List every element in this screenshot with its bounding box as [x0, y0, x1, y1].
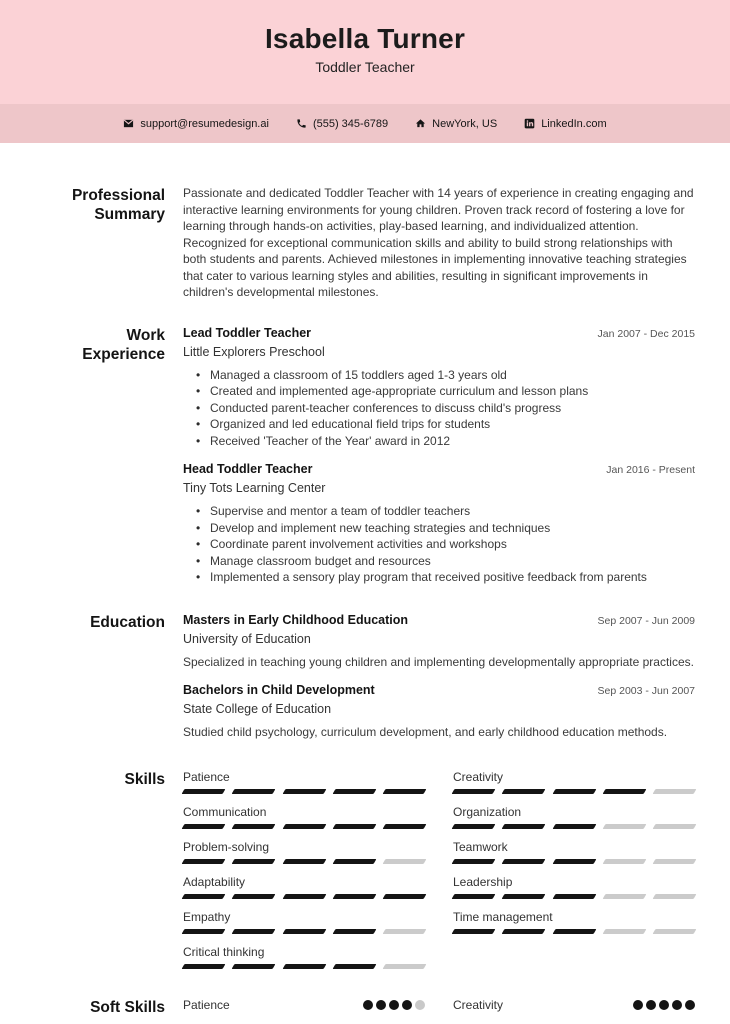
skill-name: Time management	[453, 909, 553, 924]
skill-name: Communication	[183, 804, 267, 819]
contact-linkedin-text: LinkedIn.com	[541, 117, 607, 130]
job-entry	[183, 325, 695, 450]
job-bullet: • Develop and implement new teaching strategies and techniques	[196, 520, 695, 537]
section-education	[57, 612, 695, 741]
skills-column-right	[453, 769, 695, 979]
skill-item	[453, 874, 695, 899]
candidate-name: Isabella Turner	[264, 23, 466, 54]
skill-level-bar	[183, 824, 425, 829]
skill-name: Empathy	[183, 909, 231, 924]
job-bullet-list	[196, 367, 695, 450]
job-bullet-list	[196, 503, 695, 586]
skill-name: Adaptability	[183, 874, 246, 889]
job-bullet: • Supervise and mentor a team of toddler teachers	[196, 503, 695, 520]
work-heading: Work Experience	[82, 326, 165, 363]
job-title: Head Toddler Teacher	[183, 462, 313, 476]
skill-name: Critical thinking	[183, 944, 265, 959]
skill-level-bar	[453, 789, 695, 794]
job-company: Tiny Tots Learning Center	[183, 481, 326, 495]
contact-email[interactable]	[123, 118, 269, 130]
section-work-experience	[57, 325, 695, 586]
skill-item	[183, 839, 425, 864]
soft-skills-column-left	[183, 997, 425, 1017]
soft-skill-dots	[363, 1000, 425, 1010]
job-bullet: • Created and implemented age-appropriate curriculum and lesson plans	[196, 383, 695, 400]
summary-heading: Professional Summary	[71, 187, 165, 223]
soft-skill-item	[183, 997, 425, 1014]
job-bullet: • Conducted parent-teacher conferences to discuss child's progress	[196, 400, 695, 417]
skill-level-bar	[183, 964, 425, 969]
contact-location-text: NewYork, US	[432, 117, 498, 130]
section-professional-summary	[57, 185, 695, 301]
skill-item	[183, 804, 425, 829]
soft-skills-heading: Soft Skills	[90, 998, 165, 1016]
education-heading: Education	[90, 613, 165, 631]
skill-item	[183, 769, 425, 794]
degree-school: State College of Education	[183, 702, 332, 716]
skill-name: Organization	[453, 804, 522, 819]
degree-entry	[183, 682, 695, 741]
job-bullet: • Received 'Teacher of the Year' award in 2012	[196, 433, 695, 450]
job-title: Lead Toddler Teacher	[183, 325, 312, 340]
section-soft-skills	[57, 997, 695, 1017]
degree-title: Masters in Early Childhood Education	[183, 612, 409, 627]
soft-skill-name: Creativity	[453, 998, 504, 1012]
contact-linkedin[interactable]	[524, 118, 606, 130]
resume-body	[0, 143, 730, 1017]
skill-level-bar	[183, 929, 425, 934]
degree-dates: Sep 2007 - Jun 2009	[597, 614, 695, 627]
skill-item	[183, 909, 425, 934]
phone-icon	[296, 118, 307, 129]
skill-level-bar	[453, 929, 695, 934]
skills-column-left	[183, 769, 425, 979]
home-icon	[415, 118, 426, 129]
contact-phone-text: (555) 345-6789	[312, 117, 389, 130]
degree-entry	[183, 612, 695, 671]
soft-skill-name: Patience	[183, 998, 230, 1012]
contact-bar	[0, 104, 730, 143]
degree-dates: Sep 2003 - Jun 2007	[597, 685, 695, 697]
skills-heading: Skills	[124, 770, 165, 788]
skill-item	[453, 804, 695, 829]
job-bullet: • Managed a classroom of 15 toddlers aged 1-3 years old	[196, 367, 695, 384]
skill-item	[453, 769, 695, 794]
job-bullet: • Coordinate parent involvement activities and workshops	[196, 536, 695, 553]
contact-phone	[296, 118, 388, 130]
degree-description: Studied child psychology, curriculum development, and early childhood education methods.	[183, 725, 668, 739]
skill-name: Leadership	[453, 874, 513, 889]
skill-level-bar	[183, 789, 425, 794]
job-bullet: • Implemented a sensory play program that received positive feedback from parents	[196, 569, 695, 586]
linkedin-icon	[524, 118, 535, 129]
skill-level-bar	[183, 859, 425, 864]
job-dates: Jan 2007 - Dec 2015	[597, 327, 695, 340]
soft-skills-column-right	[453, 997, 695, 1017]
skill-item	[183, 944, 425, 969]
soft-skill-item	[453, 997, 695, 1014]
degree-title: Bachelors in Child Development	[183, 683, 375, 697]
summary-text: Passionate and dedicated Toddler Teacher with 14 years of experience in creating engaging and interactive learning environments for young children. Proven track record of fostering a love for learning through hands-on activities, play-based learning, and individualized attention. Recognized for exceptional communication skills and ability to build strong relationships with both students and parents. Achieved milestones in implementing innovative teaching strategies that cater to various learning styles and abilities, resulting in significant improvements in children's developmental milestones.	[183, 186, 694, 299]
skill-name: Problem-solving	[183, 839, 270, 854]
contact-email-text: support@resumedesign.ai	[140, 117, 269, 130]
skill-item	[183, 874, 425, 899]
skill-level-bar	[453, 859, 695, 864]
skill-name: Teamwork	[453, 839, 508, 854]
skill-level-bar	[453, 824, 695, 829]
job-bullet: • Organized and led educational field trips for students	[196, 416, 695, 433]
candidate-job-title: Toddler Teacher	[315, 59, 415, 75]
job-company: Little Explorers Preschool	[183, 344, 325, 359]
skill-item	[453, 839, 695, 864]
soft-skill-dots	[633, 1000, 695, 1010]
skill-name: Patience	[183, 769, 230, 784]
email-icon	[123, 118, 134, 129]
contact-location	[415, 118, 497, 130]
skill-level-bar	[183, 894, 425, 899]
degree-description: Specialized in teaching young children and implementing developmentally appropriate practices.	[183, 654, 694, 669]
skill-name: Creativity	[453, 769, 504, 784]
section-skills	[57, 769, 695, 979]
skill-level-bar	[453, 894, 695, 899]
degree-school: University of Education	[183, 631, 311, 646]
skill-item	[453, 909, 695, 934]
job-dates: Jan 2016 - Present	[606, 464, 695, 476]
resume-header	[0, 0, 730, 104]
job-entry	[183, 461, 695, 586]
job-bullet: • Manage classroom budget and resources	[196, 553, 695, 570]
